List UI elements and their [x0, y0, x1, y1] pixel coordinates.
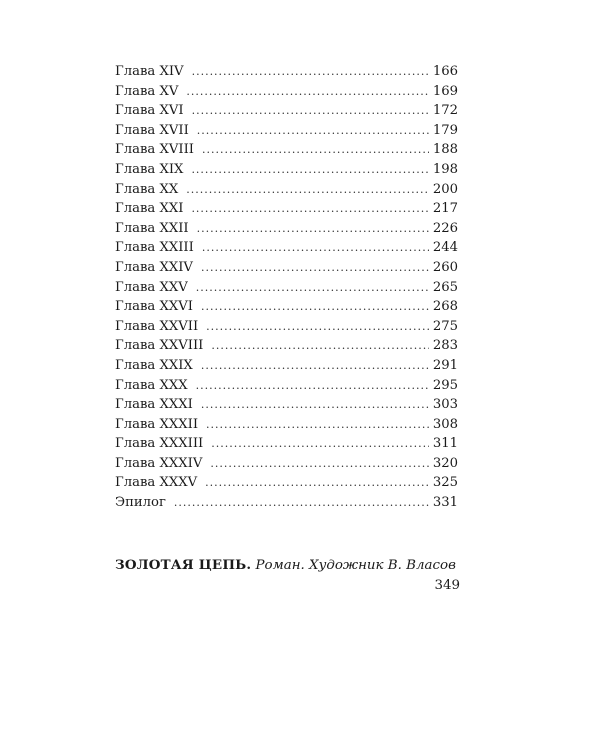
toc-entry-label: Эпилог — [115, 495, 166, 511]
toc-entry — [115, 278, 458, 298]
toc-entry-page: 265 — [432, 279, 458, 295]
toc-entry — [115, 356, 458, 376]
toc-entry — [115, 434, 458, 454]
toc-entry-label: Глава XIV — [115, 64, 184, 79]
toc-entry-page: 198 — [432, 161, 458, 177]
toc-entry — [115, 395, 458, 415]
toc-entry-page: 166 — [432, 64, 458, 79]
toc-entry-page: 303 — [432, 397, 458, 413]
toc-entry-page: 169 — [432, 83, 458, 99]
toc-entry — [115, 82, 458, 102]
toc-entry-page: 275 — [432, 318, 458, 334]
toc-entry — [115, 121, 458, 141]
toc-entry — [115, 473, 458, 493]
toc-entry-label: Глава XXII — [115, 220, 189, 236]
toc-entry-label: Глава XXX — [115, 377, 188, 393]
toc-leader-dots — [186, 180, 429, 200]
toc-leader-dots — [211, 434, 429, 454]
toc-entry-page: 331 — [432, 495, 458, 511]
toc-leader-dots — [191, 199, 428, 219]
toc-leader-dots — [197, 121, 429, 141]
toc-leader-dots — [201, 297, 429, 317]
toc-entry-label: Глава XXVI — [115, 299, 193, 315]
novel-description: Роман. Художник В. Власов — [255, 558, 456, 573]
toc-entry-label: Глава XVIII — [115, 142, 194, 158]
novel-page-number: 349 — [434, 578, 460, 593]
toc-entry-label: Глава XXXIV — [115, 455, 203, 471]
toc-entry-label: Глава XXIX — [115, 357, 193, 373]
toc-entry-label: Глава XX — [115, 181, 179, 197]
toc-leader-dots — [174, 493, 429, 513]
toc-entry-label: Глава XXI — [115, 201, 184, 217]
toc-entry-label: Глава XXVIII — [115, 338, 204, 354]
toc-entry-label: Глава XXIII — [115, 240, 194, 256]
toc-entry-page: 295 — [432, 377, 458, 393]
toc-entry-label: Глава XVI — [115, 103, 184, 119]
toc-entry — [115, 219, 458, 239]
toc-entry-page: 179 — [432, 122, 458, 138]
toc-entry-page: 244 — [432, 240, 458, 256]
toc-entry-page: 260 — [432, 259, 458, 275]
toc-leader-dots — [202, 238, 429, 258]
toc-leader-dots — [201, 395, 429, 415]
toc-entry-page: 325 — [432, 475, 458, 491]
toc-entry — [115, 317, 458, 337]
toc-leader-dots — [192, 62, 429, 82]
toc-leader-dots — [201, 356, 429, 376]
toc-entry-label: Глава XXXV — [115, 475, 198, 491]
toc-entry-label: Глава XVII — [115, 122, 189, 138]
toc-entry-page: 283 — [432, 338, 458, 354]
toc-entry-page: 226 — [432, 220, 458, 236]
toc-entry — [115, 140, 458, 160]
toc-entry — [115, 258, 458, 278]
toc-leader-dots — [211, 336, 428, 356]
toc-leader-dots — [206, 415, 429, 435]
toc-entry — [115, 62, 458, 82]
novel-title: ЗОЛОТАЯ ЦЕПЬ. — [115, 557, 252, 573]
toc-entry — [115, 180, 458, 200]
toc-leader-dots — [210, 454, 428, 474]
toc-entry-label: Глава XIX — [115, 161, 184, 177]
toc-leader-dots — [201, 258, 429, 278]
novel-entry — [115, 555, 460, 596]
toc-entry-label: Глава XXVII — [115, 318, 199, 334]
toc-entry-epilogue — [115, 493, 458, 513]
toc-entry-page: 311 — [432, 436, 458, 452]
toc-entry — [115, 415, 458, 435]
toc-entry-label: Глава XXXII — [115, 416, 199, 432]
toc-entry-page: 308 — [432, 416, 458, 432]
toc-entry — [115, 454, 458, 474]
toc-leader-dots — [205, 473, 429, 493]
toc-entry — [115, 101, 458, 121]
toc-entry — [115, 199, 458, 219]
toc-entry-page: 268 — [432, 299, 458, 315]
toc-entry-page: 291 — [432, 357, 458, 373]
toc-entry-page: 188 — [432, 142, 458, 158]
toc-entry-label: Глава XV — [115, 83, 179, 99]
toc-leader-dots — [206, 317, 429, 337]
toc-leader-dots — [191, 160, 428, 180]
toc-leader-dots — [186, 82, 428, 102]
toc-entry-label: Глава XXV — [115, 279, 188, 295]
toc-leader-dots — [197, 219, 429, 239]
toc-entry — [115, 336, 458, 356]
toc-entry — [115, 297, 458, 317]
toc-leader-dots — [196, 376, 429, 396]
toc-entry-label: Глава XXIV — [115, 259, 193, 275]
toc-entry-page: 217 — [432, 201, 458, 217]
toc-entry-page: 200 — [432, 181, 458, 197]
toc-entry — [115, 238, 458, 258]
toc-entry-label: Глава XXXIII — [115, 436, 204, 452]
toc-leader-dots — [196, 278, 429, 298]
toc-entry-page: 320 — [432, 455, 458, 471]
toc-entry — [115, 160, 458, 180]
toc-entry — [115, 376, 458, 396]
table-of-contents — [115, 62, 458, 513]
toc-entry-label: Глава XXXI — [115, 397, 193, 413]
toc-leader-dots — [192, 101, 429, 121]
toc-leader-dots — [202, 140, 429, 160]
toc-entry-page: 172 — [432, 103, 458, 119]
